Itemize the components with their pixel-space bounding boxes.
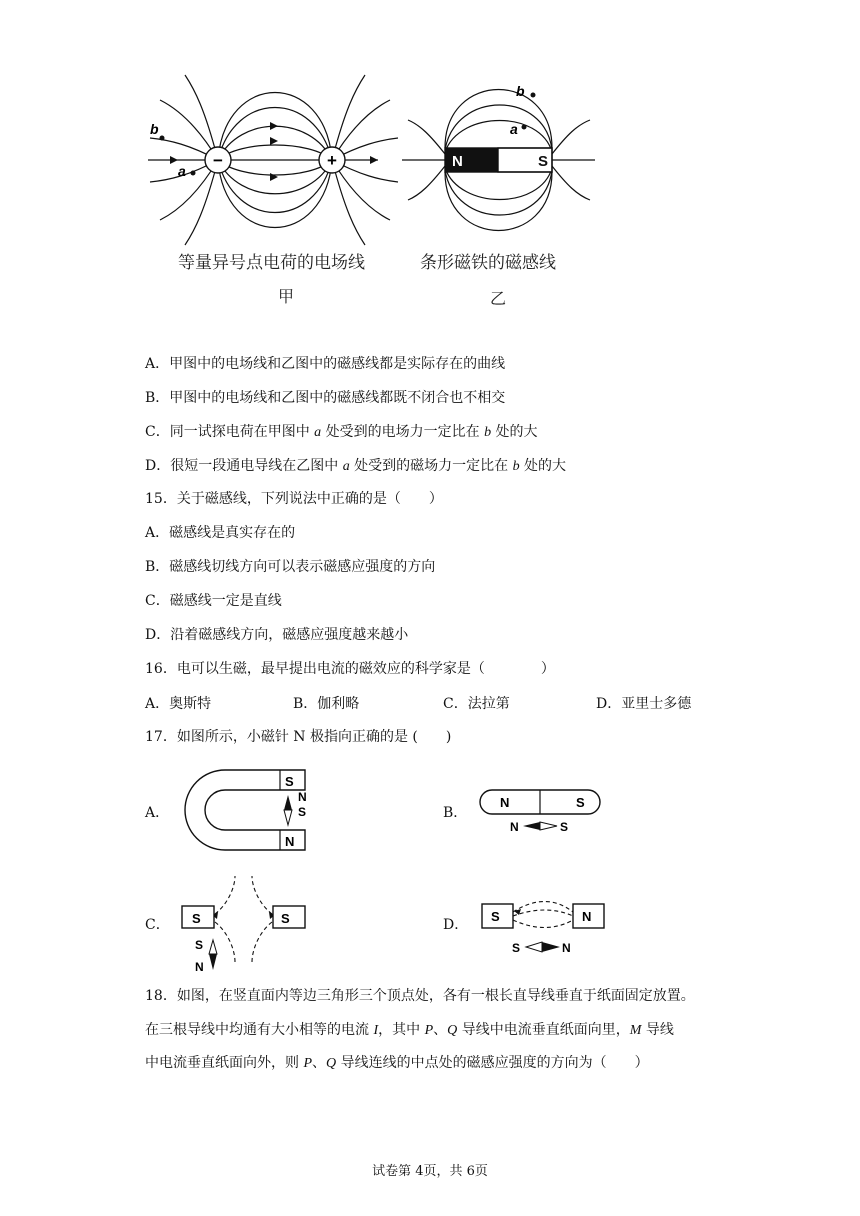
- q15-stem: 15．关于磁感线，下列说法中正确的是（ ）: [145, 491, 443, 507]
- q15-option-b: B．磁感线切线方向可以表示磁感应强度的方向: [145, 559, 436, 575]
- q16-option-c: C．法拉第: [443, 696, 510, 712]
- q17-figure-c: [180, 872, 310, 978]
- magnet-point-a-label: a: [510, 121, 518, 137]
- q15-option-a: A．磁感线是真实存在的: [145, 525, 296, 541]
- needle-c-n: N: [195, 960, 204, 974]
- right-figure-caption: 条形磁铁的磁感线: [420, 253, 556, 273]
- magnet-point-b-dot: [531, 93, 536, 98]
- u-magnet-n: N: [285, 834, 295, 849]
- positive-sign: +: [327, 151, 337, 170]
- left-figure-sub: 甲: [278, 287, 295, 306]
- q15-option-d: D．沿着磁感线方向，磁感应强度越来越小: [145, 627, 409, 643]
- needle-d-n: N: [562, 941, 571, 955]
- q17-figure-d: [480, 898, 610, 958]
- q17-stem: 17．如图所示，小磁针 N 极指向正确的是 ( ): [145, 729, 452, 745]
- needle-b-s: S: [560, 820, 569, 834]
- point-b-label: b: [150, 121, 159, 137]
- field-lines-figure: [140, 70, 610, 270]
- q16-option-d: D．亚里士多德: [596, 696, 692, 712]
- right-figure-sub: 乙: [490, 289, 507, 308]
- magnet-c-right-s: S: [281, 911, 290, 926]
- q17-label-d: D．: [443, 917, 469, 933]
- q18-line3: 中电流垂直纸面向外，则 P、Q 导线连线的中点处的磁感应强度的方向为（ ）: [145, 1055, 649, 1071]
- q16-option-b: B．伽利略: [293, 696, 360, 712]
- magnet-d-left-s: S: [491, 909, 500, 924]
- q14-option-b: B．甲图中的电场线和乙图中的磁感线都既不闭合也不相交: [145, 390, 506, 406]
- q16-option-a: A．奥斯特: [145, 696, 212, 712]
- point-b-dot: [160, 136, 165, 141]
- q15-option-c: C．磁感线一定是直线: [145, 593, 282, 609]
- bar-b-n: N: [500, 795, 510, 810]
- magnet-c-left-s: S: [192, 911, 201, 926]
- magnet-point-b-label: b: [516, 83, 525, 99]
- point-a-label: a: [178, 163, 186, 179]
- bar-b-s: S: [576, 795, 585, 810]
- q17-label-b: B．: [443, 805, 468, 821]
- needle-d-s: S: [512, 941, 521, 955]
- magnet-s-label: S: [538, 153, 549, 170]
- point-a-dot: [191, 171, 196, 176]
- magnet-point-a-dot: [522, 125, 527, 130]
- magnet-n-label: N: [452, 153, 463, 170]
- needle-b-n: N: [510, 820, 519, 834]
- q16-stem: 16．电可以生磁，最早提出电流的磁效应的科学家是（ ）: [145, 661, 555, 677]
- needle-c-s: S: [195, 938, 204, 952]
- page-footer: 试卷第 4页，共 6页: [372, 1164, 488, 1179]
- dipole-diagram: [148, 75, 398, 245]
- q18-line1: 18．如图，在竖直面内等边三角形三个顶点处，各有一根长直导线垂直于纸面固定放置。: [145, 988, 695, 1004]
- q17-label-c: C．: [145, 917, 170, 933]
- needle-a-n: N: [298, 790, 307, 804]
- q14-option-d: D．很短一段通电导线在乙图中 a 处受到的磁场力一定比在 b 处的大: [145, 458, 567, 474]
- magnet-d-right-n: N: [582, 909, 592, 924]
- q18-line2: 在三根导线中均通有大小相等的电流 I，其中 P、Q 导线中电流垂直纸面向里，M 导线: [145, 1022, 674, 1038]
- q17-figure-b: [478, 788, 608, 838]
- u-magnet-s: S: [285, 774, 294, 789]
- q17-figure-a: [170, 765, 320, 855]
- q17-label-a: A．: [145, 805, 170, 821]
- needle-a-s: S: [298, 805, 307, 819]
- left-figure-caption: 等量异号点电荷的电场线: [178, 253, 365, 273]
- q14-option-c: C．同一试探电荷在甲图中 a 处受到的电场力一定比在 b 处的大: [145, 424, 538, 440]
- q14-option-a: A．甲图中的电场线和乙图中的磁感线都是实际存在的曲线: [145, 356, 506, 372]
- negative-sign: −: [213, 151, 223, 170]
